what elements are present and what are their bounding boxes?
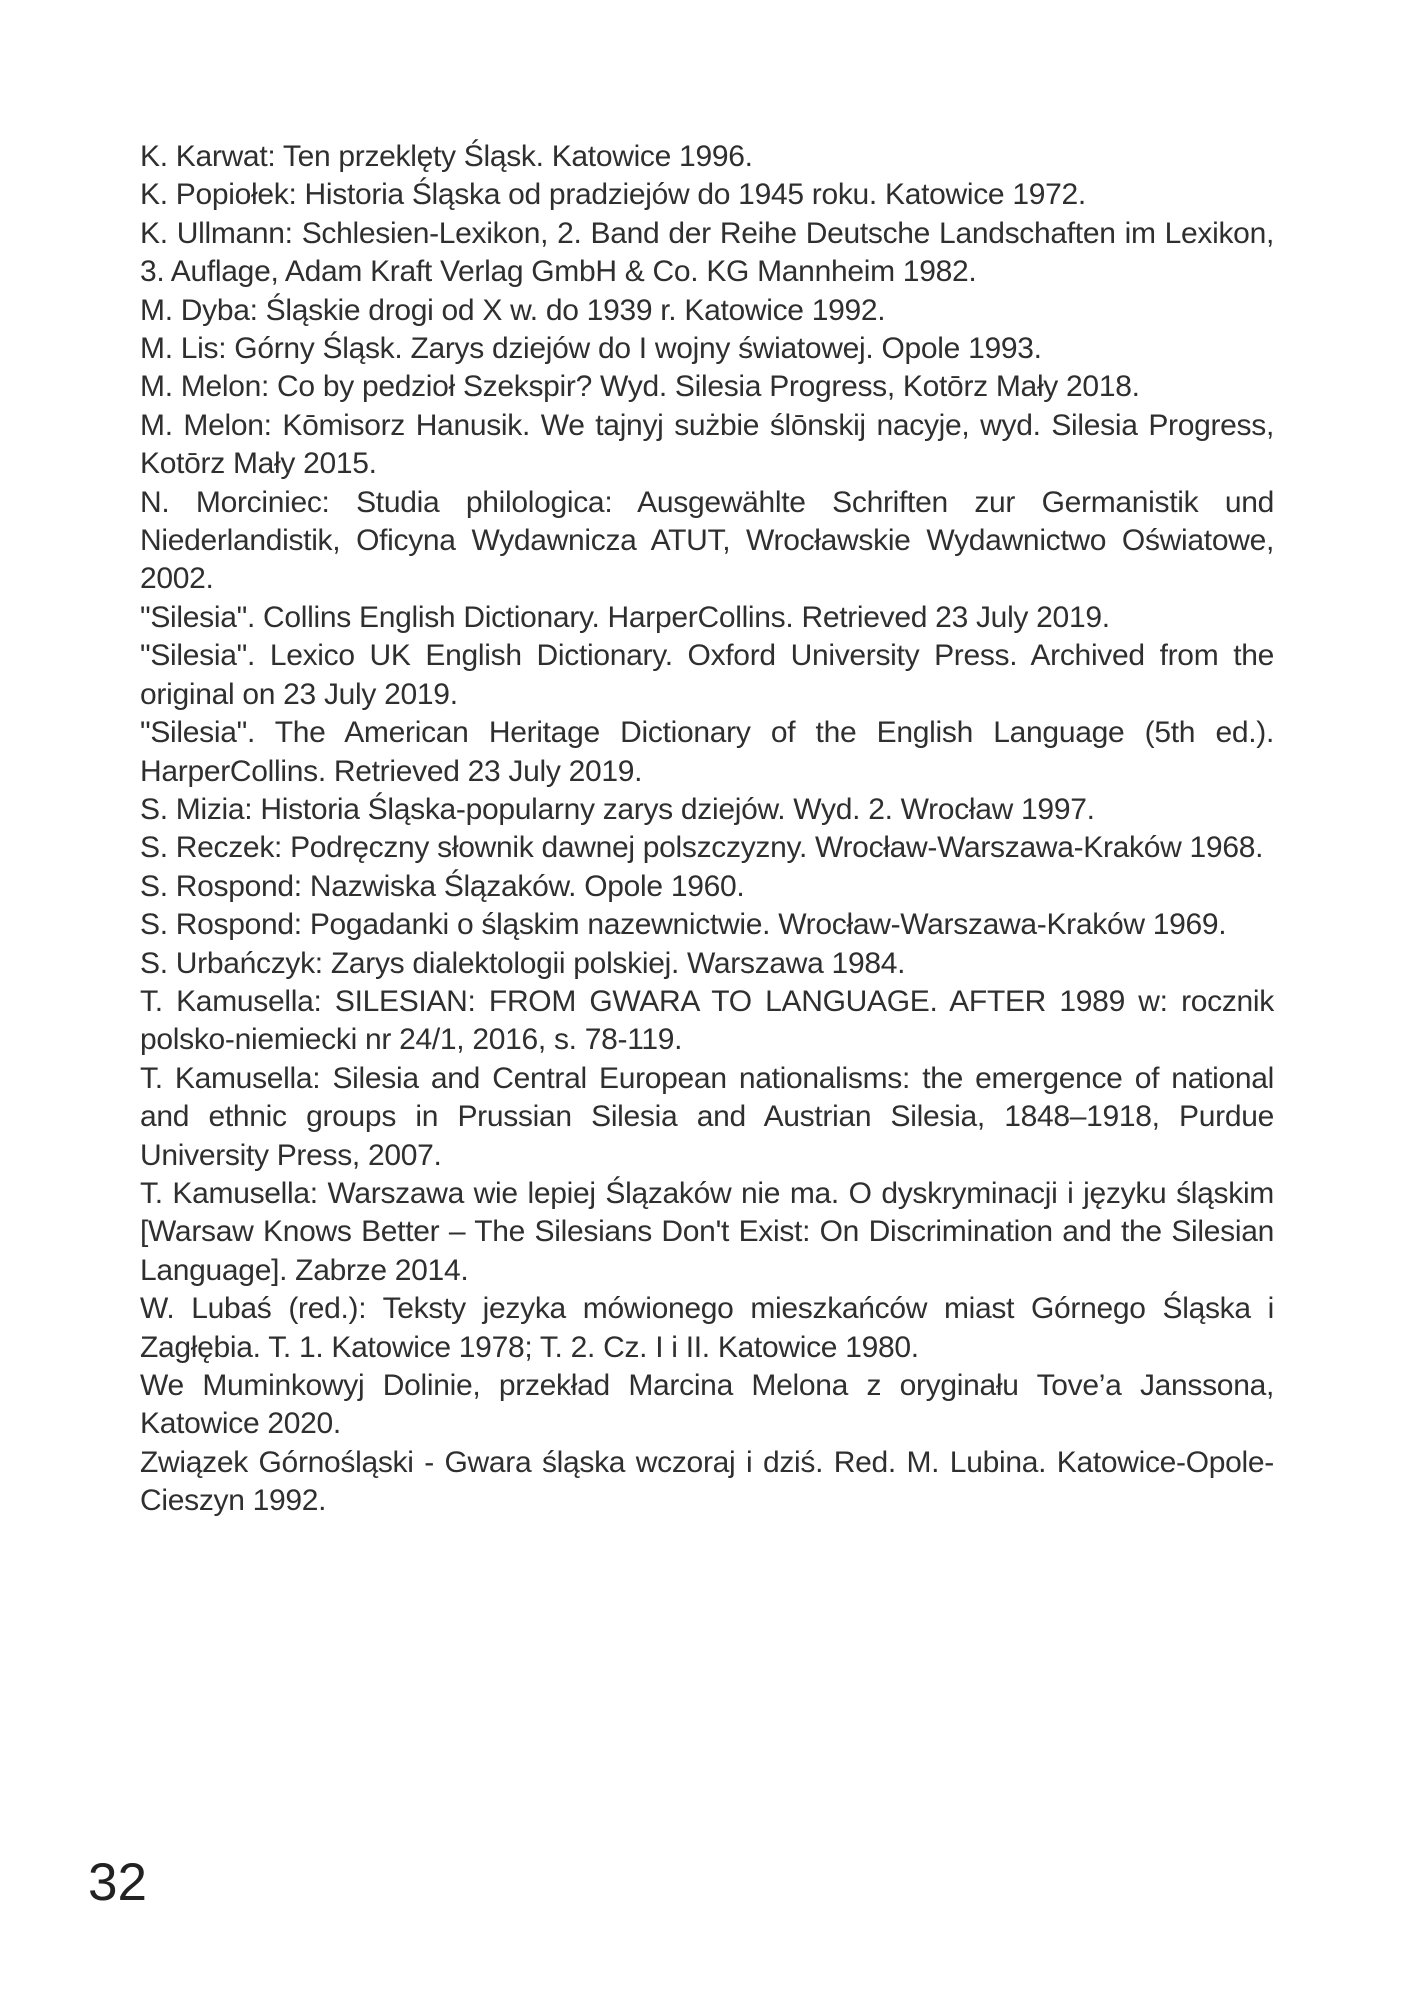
reference-item: K. Popiołek: Historia Śląska od pradziejów do 1945 roku. Katowice 1972. bbox=[140, 178, 1086, 212]
reference-item: "Silesia". The American Heritage Dictionary of the English Language (5th ed.). HarperCollins. Retrieved 23 July 2019. bbox=[140, 716, 1274, 788]
reference-item: W. Lubaś (red.): Teksty jezyka mówionego mieszkańców miast Górnego Śląska i Zagłębia. T. 1. Katowice 1978; T. 2. Cz. I i II. Katowice 1980. bbox=[140, 1292, 1274, 1364]
reference-item: M. Melon: Co by pedzioł Szekspir? Wyd. Silesia Progress, Kotōrz Mały 2018. bbox=[140, 370, 1140, 404]
reference-item: M. Melon: Kōmisorz Hanusik. We tajnyj sużbie ślōnskij nacyje, wyd. Silesia Progress, Kotōrz Mały 2015. bbox=[140, 408, 1274, 481]
reference-item: We Muminkowyj Dolinie, przekład Marcina Melona z oryginału Tove’a Janssona, Katowice 2020. bbox=[140, 1369, 1274, 1441]
reference-item: "Silesia". Lexico UK English Dictionary. Oxford University Press. Archived from the original on 23 July 2019. bbox=[140, 639, 1274, 711]
reference-item: T. Kamusella: Silesia and Central European nationalisms: the emergence of national and ethnic groups in Prussian Silesia and Austrian Silesia, 1848–1918, Purdue University Press, 2007. bbox=[140, 1061, 1274, 1172]
bibliography-list bbox=[140, 138, 1274, 1521]
reference-item: N. Morciniec: Studia philologica: Ausgewählte Schriften zur Germanistik und Niederlandistik, Oficyna Wydawnicza ATUT, Wrocławskie Wydawnictwo Oświatowe, 2002. bbox=[140, 485, 1274, 596]
reference-item: K. Ullmann: Schlesien-Lexikon, 2. Band der Reihe Deutsche Landschaften im Lexikon, 3. Auflage, Adam Kraft Verlag GmbH & Co. KG Mannheim 1982. bbox=[140, 216, 1274, 289]
reference-item: S. Urbańczyk: Zarys dialektologii polskiej. Warszawa 1984. bbox=[140, 946, 906, 980]
page-number: 32 bbox=[88, 1853, 147, 1912]
reference-item: S. Rospond: Pogadanki o śląskim nazewnictwie. Wrocław-Warszawa-Kraków 1969. bbox=[140, 908, 1227, 942]
reference-item: K. Karwat: Ten przeklęty Śląsk. Katowice 1996. bbox=[140, 140, 753, 173]
reference-item: M. Lis: Górny Śląsk. Zarys dziejów do I wojny światowej. Opole 1993. bbox=[140, 332, 1042, 366]
reference-item: S. Rospond: Nazwiska Ślązaków. Opole 1960. bbox=[140, 869, 745, 903]
reference-item: Związek Górnośląski - Gwara śląska wczoraj i dziś. Red. M. Lubina. Katowice-Opole-Cieszyn 1992. bbox=[140, 1445, 1274, 1518]
reference-item: T. Kamusella: Warszawa wie lepiej Ślązaków nie ma. O dyskryminacji i języku śląskim [Warsaw Knows Better – The Silesians Don't Exist: On Discrimination and the Silesian Language]. Zabrze 2014. bbox=[140, 1176, 1274, 1287]
reference-item: S. Reczek: Podręczny słownik dawnej polszczyzny. Wrocław-Warszawa-Kraków 1968. bbox=[140, 831, 1264, 865]
reference-item: "Silesia". Collins English Dictionary. HarperCollins. Retrieved 23 July 2019. bbox=[140, 600, 1110, 634]
reference-item: M. Dyba: Śląskie drogi od X w. do 1939 r. Katowice 1992. bbox=[140, 293, 886, 327]
reference-item: T. Kamusella: SILESIAN: FROM GWARA TO LANGUAGE. AFTER 1989 w: rocznik polsko-niemiecki nr 24/1, 2016, s. 78-119. bbox=[140, 984, 1274, 1057]
reference-item: S. Mizia: Historia Śląska-popularny zarys dziejów. Wyd. 2. Wrocław 1997. bbox=[140, 792, 1095, 826]
